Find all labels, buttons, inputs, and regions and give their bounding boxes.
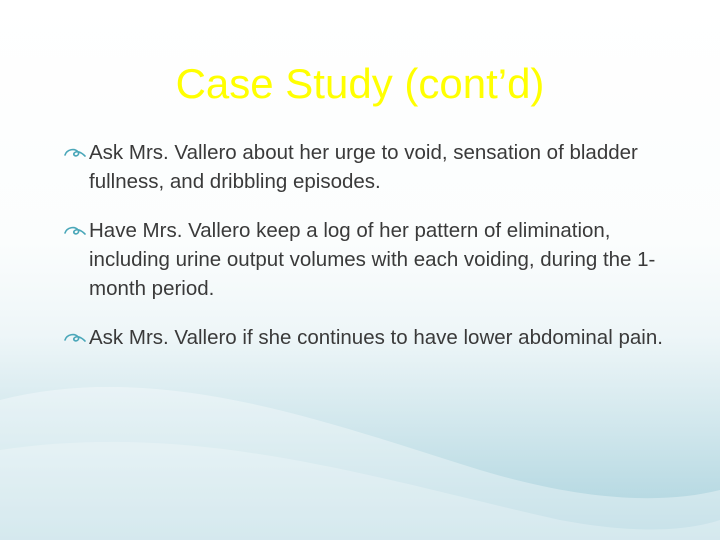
slide-title: Case Study (cont’d) <box>175 60 545 107</box>
bullet-text: Have Mrs. Vallero keep a log of her pattern of elimination, including urine output volumes with each voiding, during the 1-month period. <box>89 219 656 300</box>
swirl-bullet-icon <box>63 332 87 344</box>
bullet-text: Ask Mrs. Vallero about her urge to void, sensation of bladder fullness, and dribbling episodes. <box>89 141 638 193</box>
swirl-bullet-icon <box>63 147 87 159</box>
bullet-text: Ask Mrs. Vallero if she continues to have lower abdominal pain. <box>89 326 663 349</box>
swirl-bullet-icon <box>63 225 87 237</box>
bullet-list <box>60 138 670 372</box>
bullet-item <box>60 138 670 196</box>
bullet-item <box>60 323 670 352</box>
bullet-item <box>60 216 670 303</box>
